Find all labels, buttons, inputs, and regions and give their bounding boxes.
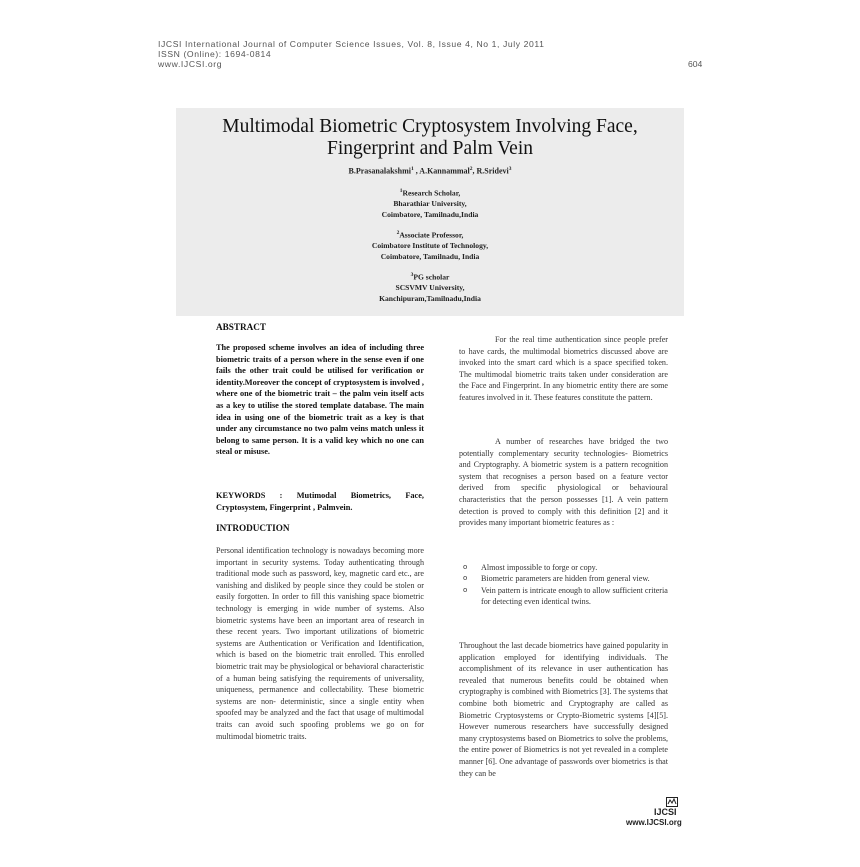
affiliation-1: $^1$Research Scholar, Bharathiar University, Coimbatore, Tamilnadu,India [381,188,479,220]
author-list: B.Prasanalakshmi$^1$ , A.Kannammal$^2$, R.Sridevi$^3$ [348,166,512,176]
affiliation-2: $^2$Associate Professor, Coimbatore Institute of Technology, Coimbatore, Tamilnadu, India [371,230,489,262]
feature-bullet-list [459,562,668,608]
page-number: 604 [688,59,703,69]
paper-title-line-1: Multimodal Biometric Cryptosystem Involving Face, [222,116,638,137]
logo-url: www.IJCSI.org [626,818,682,827]
author-name: A.Kannammal [419,166,470,176]
author-name: R.Sridevi [476,166,509,176]
list-item: o Biometric parameters are hidden from general view. [463,574,650,584]
body-paragraph-1: For the real time authentication since people prefer to have cards, the multimodal biometrics discussed above are invoked into the smart card which is a space specified token. The multimodal biometric traits taken under consideration are the Face and Fingerprint. In any biometric entity there are some features involved in it. These features constitute the pattern. [459,335,668,402]
journal-url: www.IJCSI.org [158,59,223,69]
issn-line: ISSN (Online): 1694-0814 [158,49,272,59]
bullet-circle-icon: o [463,585,468,594]
introduction-text: Personal identification technology is nowadays becoming more important in security systems. Today authenticating through traditional mode such as password, key, magnetic card etc., are vanishing and disliked by people since they could be stolen or easily forgotten. In order to fill this vanishing space biometric technology is emerging in wide number of systems. Also biometric systems have been an important area of research in these recent years. Two important utilizations of biometric systems are Authentication or Verification and Identification, which is based on the biometric trait enrolled. This enrolled biometric trait may be physiological or behavioral characteristic of a human being satisfying the requirements of universality, uniqueness, permanence and collectability. These biometric systems are non- deterministic, since a single entity when spoofed may be analyzed and the fact that usage of multimodal traits can avoid such spoofing problems we go on for multimodal biometric traits. [216,546,424,741]
author-sup: 1 [410,166,414,172]
paper-title-line-2: Fingerprint and Palm Vein [327,138,533,159]
logo-name: IJCSI [654,807,677,817]
list-item: o Almost impossible to forge or copy. [463,563,598,572]
body-paragraph-2: A number of researches have bridged the two potentially complementary security technologies- Biometrics and Cryptography. A biometric system is a pattern recognition system that recognises a person based on a feature vector derived from specific physiological or behavioural characteristics that the person possesses [1]. A vein pattern detection is proved to comply with this definition [2] and it provides many important biometric features as : [459,437,668,528]
abstract-heading: ABSTRACT [216,322,267,332]
affiliation-3: $^3$PG scholar SCSVMV University, Kanchipuram,Tamilnadu,India [379,272,481,304]
bullet-circle-icon: o [463,563,468,571]
body-paragraph-3: Throughout the last decade biometrics have gained popularity in application employed for identifying individuals. The accomplishment of its relevance in user authentication has revealed that numerous benefits could be obtained when cryptography is combined with Biometrics [3]. The systems that combine both biometric and Cryptography are called as Biometric Cryptosystems or Crypto-Biometric systems [4][5]. However numerous researchers have successfully designed many cryptosystems based on Biometrics to solve the problems, the entire power of Biometrics is not yet revealed in a complete manner [6]. One advantage of passwords over biometrics is that they can be [459,641,668,778]
ijcsi-logo [626,797,692,827]
keywords-text: KEYWORDS : Mutimodal Biometrics, Face, Cryptosystem, Fingerprint , Palmvein. [216,491,424,512]
journal-header: IJCSI International Journal of Computer Science Issues, Vol. 8, Issue 4, No 1, July 2011 [158,39,545,49]
introduction-heading: INTRODUCTION [216,523,290,533]
abstract-text: The proposed scheme involves an idea of including three biometric traits of a person where in the sense even if one fails the other trait could be utilised for verification or identity.Moreover the concept of cryptosystem is involved , where one of the biometric trait – the palm vein itself acts as a key to utilise the stored template database. The main idea in using one of the biometric trait as a key is that under any circumstance no two palm veins match unless it belong to same person. It is a valid key which no one can steal or misuse. [216,343,424,457]
logo-mark-icon [666,797,678,807]
list-item: o Vein pattern is intricate enough to allow sufficient criteria for detecting even identical twins. [463,585,668,607]
author-sup: 3 [508,166,512,172]
bullet-circle-icon: o [463,574,468,583]
author-sup: 2 [469,166,473,172]
author-name: B.Prasanalakshmi [348,166,411,176]
